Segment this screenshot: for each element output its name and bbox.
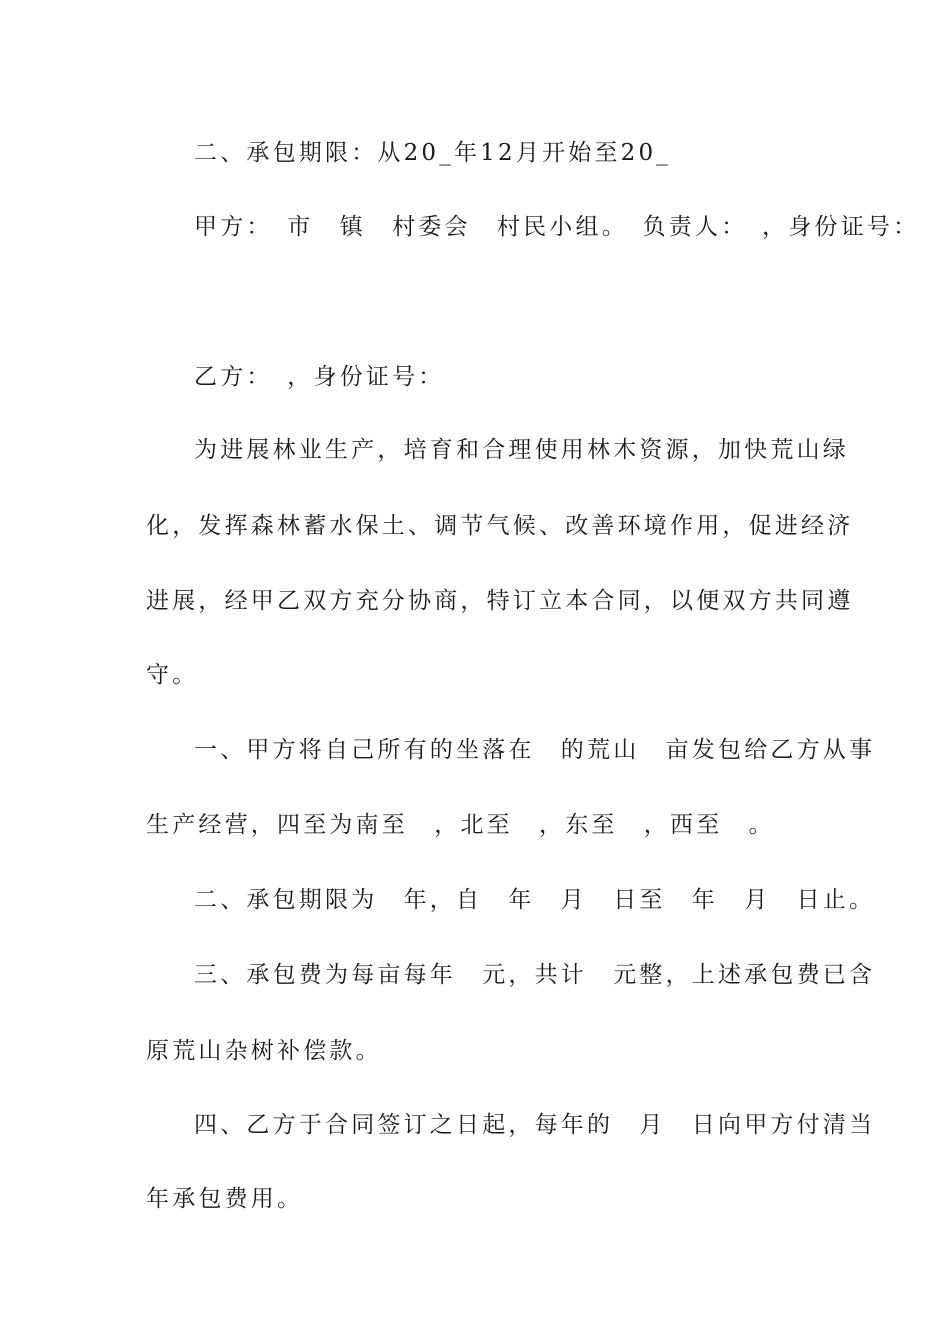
preamble-line-3: 进展，经甲乙双方充分协商，特订立本合同，以便双方共同遵	[146, 588, 854, 614]
paragraph-term-period-header: 二、承包期限：从20_年12月开始至20_	[194, 140, 671, 166]
clause-1-line-1: 一、甲方将自己所有的坐落在 的荒山 亩发包给乙方从事	[194, 737, 876, 763]
party-a-line: 甲方： 市 镇 村委会 村民小组。 负责人： ，身份证号：	[194, 214, 920, 240]
clause-4-line-1: 四、乙方于合同签订之日起，每年的 月 日向甲方付清当	[194, 1112, 876, 1138]
clause-4-line-2: 年承包费用。	[146, 1186, 304, 1212]
clause-3-line-2: 原荒山杂树补偿款。	[146, 1038, 382, 1064]
preamble-line-2: 化，发挥森林蓄水保土、调节气候、改善环境作用，促进经济	[146, 513, 854, 539]
party-b-line: 乙方： ，身份证号：	[194, 364, 445, 390]
clause-1-line-2: 生产经营，四至为南至 ，北至 ，东至 ，西至 。	[146, 812, 775, 838]
preamble-line-1: 为进展林业生产，培育和合理使用林木资源，加快荒山绿	[194, 437, 849, 463]
preamble-line-4: 守。	[146, 662, 199, 688]
clause-2-line: 二、承包期限为 年，自 年 月 日至 年 月 日止。	[194, 887, 876, 913]
clause-3-line-1: 三、承包费为每亩每年 元，共计 元整，上述承包费已含	[194, 962, 876, 988]
